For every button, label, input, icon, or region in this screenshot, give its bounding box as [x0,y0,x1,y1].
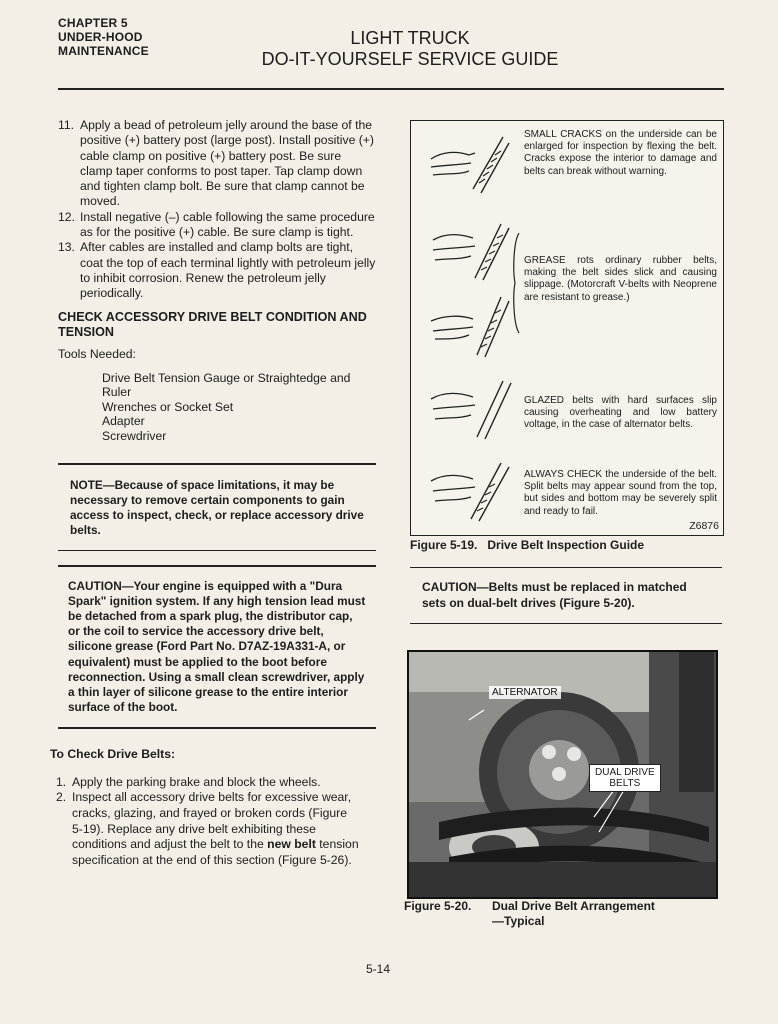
step-number: 1. [56,774,67,789]
step-number: 12. [58,209,75,224]
figure-code: Z6876 [689,520,719,532]
check-steps [56,775,360,869]
inspection-text: GREASE rots ordinary rubber belts, making the belt sides slick and causing slippage. (Motorcraft V-belts with Neoprene are resistant to grease.) [524,255,717,303]
figure-5-20-caption [404,899,655,929]
caption-line-2: —Typical [492,914,545,928]
chapter-line-3: MAINTENANCE [58,44,149,58]
figure-5-20-photo [407,650,718,899]
tool-item: Wrenches or Socket Set [102,399,234,414]
belt-hand-icon [423,373,513,443]
caption-line-1: Dual Drive Belt Arrangement [492,899,655,913]
caution-belts: CAUTION—Belts must be replaced in matched sets on dual-belt drives (Figure 5-20). [410,567,722,624]
section-heading: CHECK ACCESSORY DRIVE BELT CONDITION AND TENSION [58,309,367,340]
battery-steps [58,118,376,302]
step-text: After cables are installed and clamp bolts are tight, coat the top of each terminal lightly with petroleum jelly to inhibit corrosion. Renew the petroleum jelly periodically. [80,240,376,301]
note-text: NOTE—Because of space limitations, it may be necessary to remove certain components to gain access to inspect, check, or replace accessory drive belts. [70,477,364,537]
step-text: Install negative (–) cable following the same procedure as for the positive (+) cable. Be sure clamp is tight. [80,209,375,240]
caption-label: Figure 5-20. [404,899,472,913]
chapter-line-2: UNDER-HOOD [58,30,143,44]
list-item [56,790,360,868]
dual-drive-belts-label [589,764,661,792]
step-text: Apply the parking brake and block the wheels. [72,774,321,789]
step-text: Inspect all accessory drive belts for excessive wear, cracks, glazing, and frayed or broken cords (Figure 5-19). Replace any drive belt exhibiting these conditions and adjust the belt to the [72,790,352,852]
title-line-1: LIGHT TRUCK [350,28,470,48]
step-number: 11. [58,118,75,132]
figure-5-19 [410,120,724,536]
step-number: 2. [56,790,67,805]
title-line-2: DO-IT-YOURSELF SERVICE GUIDE [261,49,559,69]
tool-item: Screwdriver [102,428,167,443]
tool-item: Drive Belt Tension Gauge or Straightedge and Ruler [102,370,351,400]
belt-hand-icon [423,216,513,286]
label-line: BELTS [609,778,641,789]
belt-hand-icon [423,291,513,361]
list-item [56,775,360,791]
chapter-label [58,16,149,58]
inspection-text: GLAZED belts with hard surfaces slip causing overheating and low battery voltage, in the case of alternator belts. [524,395,717,431]
check-belts-heading: To Check Drive Belts: [50,746,176,761]
caution-text: CAUTION—Your engine is equipped with a "Dura Spark" ignition system. If any high tension lead must be detached from a spark plug, the distributor cap, or the coil to service the accessory drive belt, silicone grease (Ford Part No. D7AZ-19A331-A, or equivalent) must be applied to the boot before reconnection. Using a small clean screwdriver, apply a thin layer of silicone grease to the entire interior surface of the boot. [68,578,366,715]
step-text: Apply a bead of petroleum jelly around the base of the positive (+) battery post (large post). Install positive (+) cable clamp on positive (+) battery post. Be sure clamp taper conforms to post taper. Tap clamp down and tighten clamp bolt. Be sure that clamp cannot be moved. [80,118,374,209]
figure-5-19-caption: Figure 5-19. Drive Belt Inspection Guide [410,538,645,552]
divider [58,727,376,729]
list-item [58,118,376,210]
belt-hand-icon [423,457,513,527]
inspection-text: ALWAYS CHECK the underside of the belt. Split belts may appear sound from the top, but sides and bottom may be severely split and ready to fail. [524,469,717,517]
list-item [58,210,376,241]
engine-photo [409,652,716,897]
list-item [58,240,376,301]
divider [58,463,376,465]
alternator-label: ALTERNATOR [489,686,561,699]
page-number: 5-14 [366,962,391,976]
tools-label: Tools Needed: [58,346,136,361]
belt-hand-icon [423,131,513,201]
tool-item: Adapter [102,414,145,429]
divider [58,550,376,552]
divider [58,565,376,567]
header-rule [58,88,724,90]
chapter-line-1: CHAPTER 5 [58,16,128,30]
inspection-text: SMALL CRACKS on the underside can be enlarged for inspection by flexing the belt. Cracks expose the interior to damage and belts can break without warning. [524,129,717,177]
label-line: DUAL DRIVE [595,767,655,778]
page-title [230,28,590,70]
tools-list [102,371,376,444]
brace-icon [511,233,521,333]
figure-row [411,129,723,209]
step-text-bold: new belt [267,837,316,852]
step-number: 13. [58,240,75,255]
step-text: tension specification at the end of this section (Figure 5-26). [72,837,359,867]
left-column [50,118,376,868]
